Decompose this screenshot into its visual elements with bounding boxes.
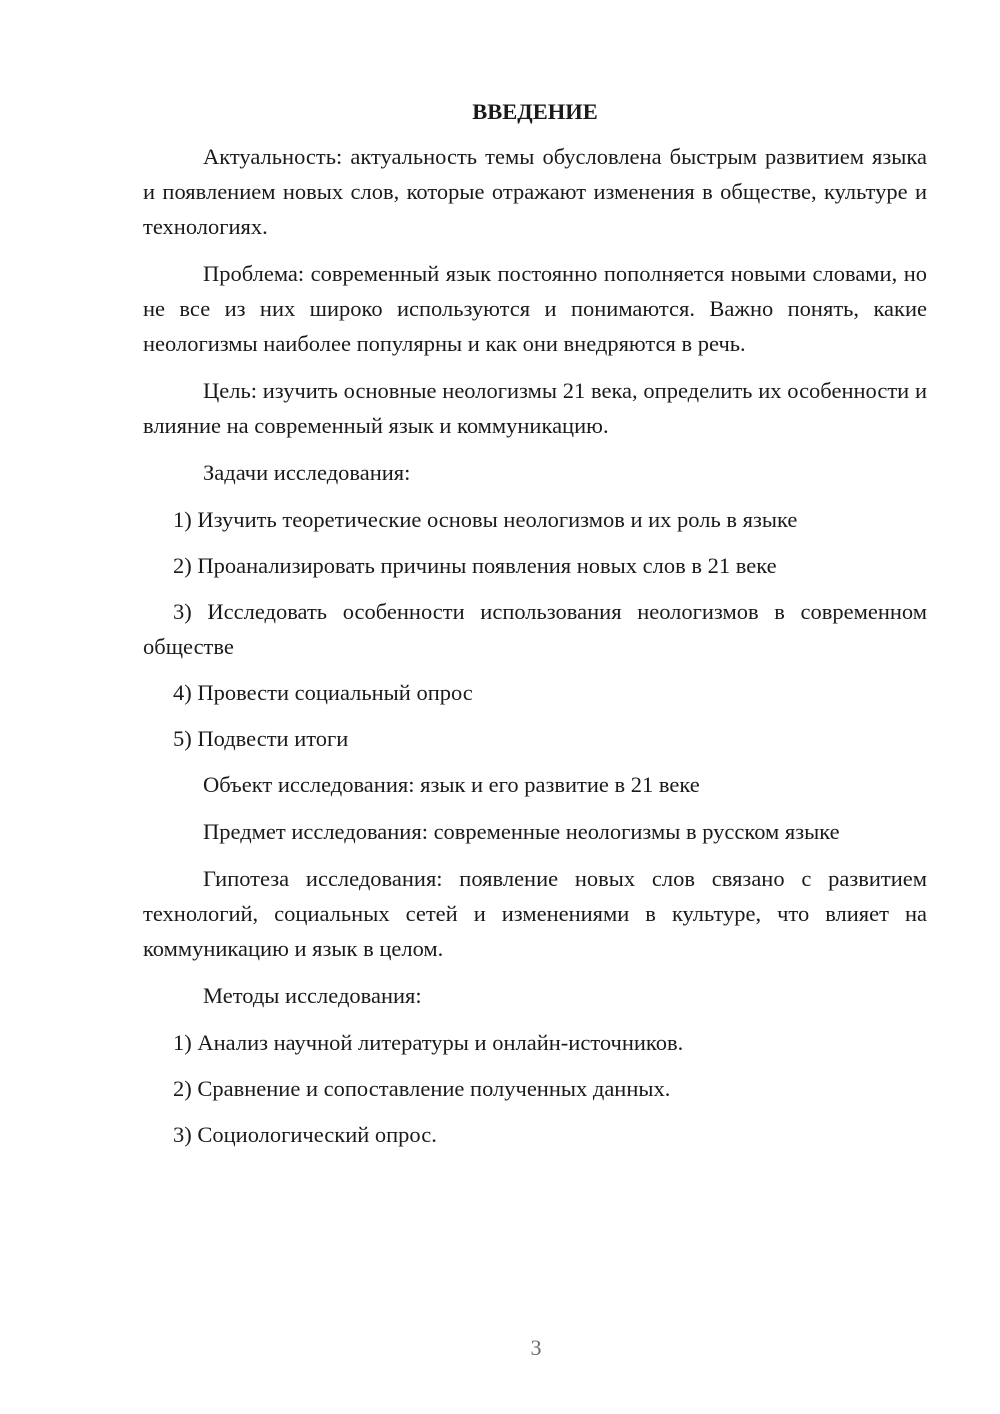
subject-paragraph: Предмет исследования: современные неологизмы в русском языке <box>203 819 840 844</box>
page-number: 3 <box>530 1335 542 1360</box>
document-body <box>143 94 927 1163</box>
hypothesis-paragraph: Гипотеза исследования: появление новых слов связано с развитием технологий, социальных сетей и изменениями в культуре, что влияет на коммуникацию и язык в целом. <box>143 866 927 961</box>
task-item: 1) Изучить теоретические основы неологизмов и их роль в языке <box>173 507 798 532</box>
method-item: 1) Анализ научной литературы и онлайн-источников. <box>173 1030 684 1055</box>
problem-paragraph: Проблема: современный язык постоянно пополняется новыми словами, но не все из них широко используются и понимаются. Важно понять, какие неологизмы наиболее популярны и как они внедряются в речь. <box>143 261 927 356</box>
task-item: 4) Провести социальный опрос <box>173 680 473 705</box>
object-paragraph: Объект исследования: язык и его развитие в 21 веке <box>203 772 700 797</box>
method-item: 3) Социологический опрос. <box>173 1122 437 1147</box>
task-item: 5) Подвести итоги <box>173 726 349 751</box>
page-title: ВВЕДЕНИЕ <box>472 99 598 124</box>
tasks-heading: Задачи исследования: <box>203 460 411 485</box>
goal-paragraph: Цель: изучить основные неологизмы 21 века, определить их особенности и влияние на современный язык и коммуникацию. <box>143 378 927 438</box>
relevance-paragraph: Актуальность: актуальность темы обусловлена быстрым развитием языка и появлением новых слов, которые отражают изменения в обществе, культуре и технологиях. <box>143 144 927 239</box>
task-item: 2) Проанализировать причины появления новых слов в 21 веке <box>173 553 777 578</box>
task-item: 3) Исследовать особенности использования неологизмов в современном обществе <box>143 599 927 659</box>
methods-heading: Методы исследования: <box>203 983 422 1008</box>
method-item: 2) Сравнение и сопоставление полученных данных. <box>173 1076 671 1101</box>
